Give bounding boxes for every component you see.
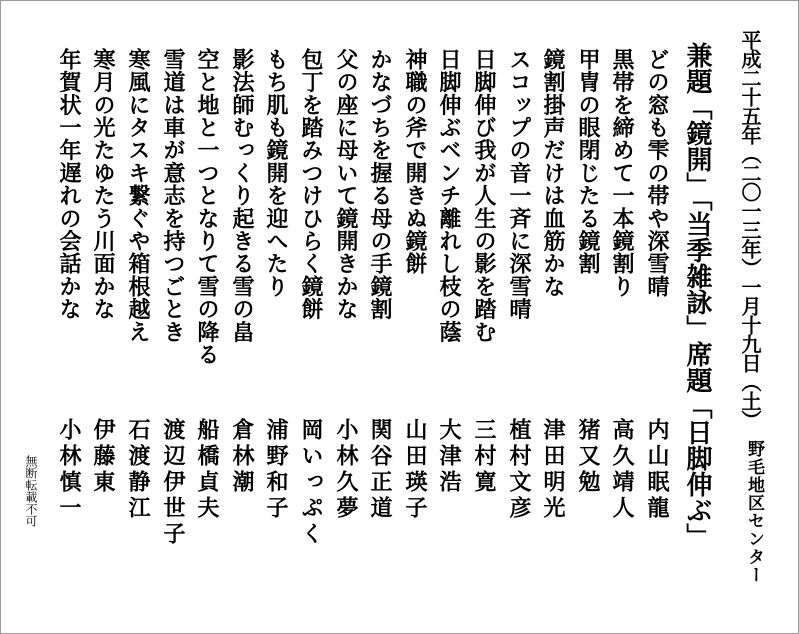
- author-name: 岡いっぷく: [298, 418, 324, 548]
- haiku-line: 甲冑の眼閉じたる鏡割: [575, 48, 601, 275]
- haiku-line: 鏡割掛声だけは血筋かな: [540, 48, 566, 298]
- author-name: 石渡静江: [125, 418, 151, 522]
- author-name: 高久靖人: [609, 418, 635, 522]
- copyright-notice: 無断転載不可: [24, 455, 38, 527]
- theme-heading: 兼題「鏡開」「当季雑詠」席題「日脚伸ぶ」: [682, 42, 712, 549]
- haiku-line: 影法師むっくり起きる雪の畠: [229, 48, 255, 344]
- haiku-line: 黒帯を締めて一本鏡割り: [609, 48, 635, 298]
- haiku-line: 包丁を踏みつけひらく鏡餅: [298, 48, 324, 321]
- author-name: 小林久夢: [333, 418, 359, 522]
- date-line: 平成二十五年（二〇一三年）一月十九日（土）: [738, 30, 762, 429]
- author-name: 小林慎一: [56, 418, 82, 522]
- haiku-line: もち肌も鏡開を迎へたり: [263, 48, 289, 298]
- haiku-line: 寒月の光たゆたう川面かな: [90, 48, 116, 321]
- author-name: 浦野和子: [263, 418, 289, 522]
- haiku-line: かなづちを握る母の手鏡割: [367, 48, 393, 321]
- haiku-line: 寒風にタスキ繋ぐや箱根越え: [125, 48, 151, 344]
- author-name: 三村寛: [471, 418, 497, 496]
- author-name: 猪又勉: [575, 418, 601, 496]
- haiku-line: 父の座に母いて鏡開きかな: [333, 48, 359, 321]
- haiku-line: 雪道は車が意志を持つごとき: [160, 48, 186, 344]
- haiku-line: 年賀状一年遅れの会話かな: [56, 48, 82, 321]
- author-name: 関谷正道: [367, 418, 393, 522]
- author-name: 船橋貞夫: [194, 418, 220, 522]
- haiku-line: どの窓も雫の帯や深雪晴: [644, 48, 670, 298]
- haiku-line: 日脚伸ぶベンチ離れし枝の蔭: [436, 48, 462, 344]
- haiku-line: 神職の斧で開きぬ鏡餅: [402, 48, 428, 275]
- author-name: 山田瑛子: [402, 418, 428, 522]
- author-name: 津田明光: [540, 418, 566, 522]
- haiku-line: スコップの音一斉に深雪晴: [506, 48, 532, 321]
- venue-label: 野毛地区センター: [744, 440, 764, 584]
- author-name: 渡辺伊世子: [160, 418, 186, 548]
- author-name: 植村文彦: [506, 418, 532, 522]
- author-name: 伊藤東: [90, 418, 116, 496]
- author-name: 倉林潮: [229, 418, 255, 496]
- author-name: 大津浩: [436, 418, 462, 496]
- haiku-line: 空と地と一つとなりて雪の降る: [194, 48, 220, 366]
- haiku-line: 日脚伸び我が人生の影を踏む: [471, 48, 497, 344]
- author-name: 内山眠龍: [644, 418, 670, 522]
